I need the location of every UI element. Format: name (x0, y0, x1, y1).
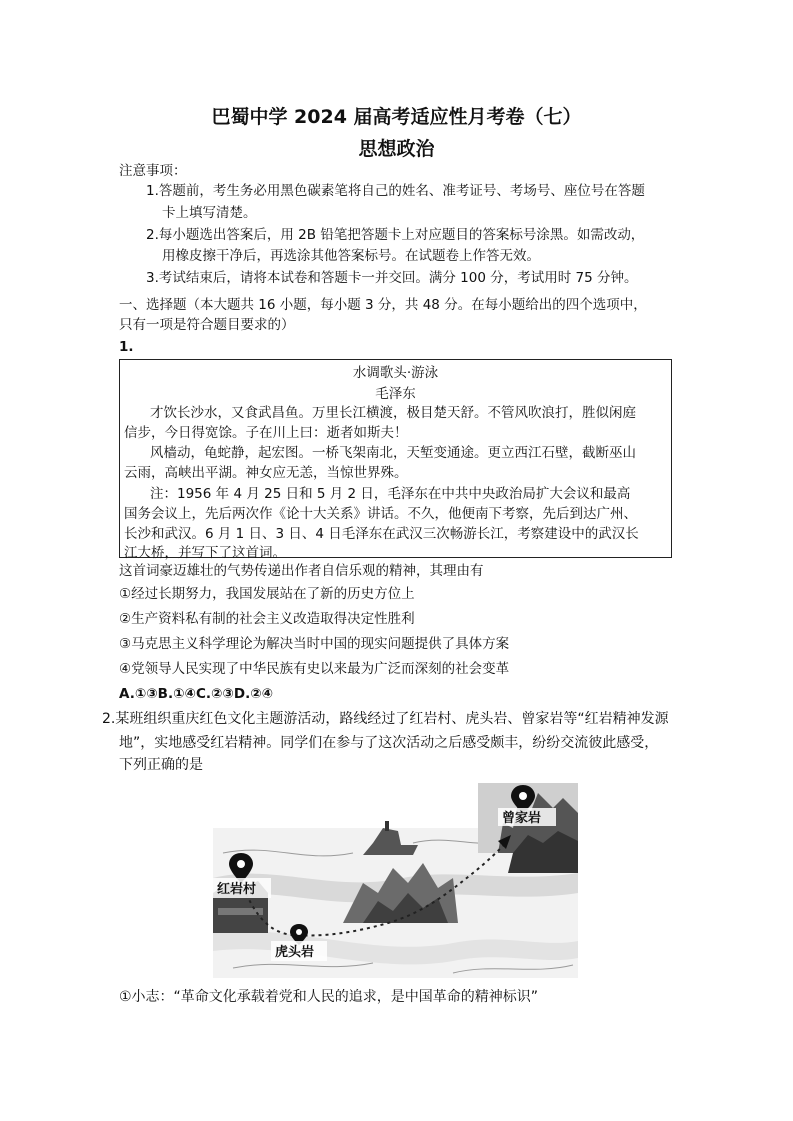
poem-box (119, 359, 672, 561)
question-2-option: ①小志：“革命文化承载着党和人民的追求，是中国革命的精神标识” (119, 989, 539, 1005)
notice-item-1-cont: 卡上填写清楚。 (162, 205, 257, 221)
question-1-number: 1. (119, 339, 134, 355)
section-heading-cont: 只有一项是符合题目要求的） (119, 317, 295, 333)
question-2-stem-cont: 下列正确的是 (119, 757, 203, 773)
poem-line: 才饮长沙水，又食武昌鱼。万里长江横渡，极目楚天舒。不管风吹浪打，胜似闲庭 (150, 405, 636, 421)
section-heading: 一、选择题（本大题共 16 小题，每小题 3 分，共 48 分。在每小题给出的四个选项中， (119, 297, 647, 313)
notice-heading: 注意事项： (119, 163, 187, 179)
poem-note: 长沙和武汉。6 月 1 日、3 日、4 日毛泽东在武汉三次畅游长江，考察建设中的武汉长 (124, 526, 639, 542)
subject-title: 思想政治 (358, 138, 435, 160)
poem-line: 风樯动，龟蛇静，起宏图。一桥飞架南北，天堑变通途。更立西江石壁，截断巫山 (150, 445, 636, 461)
poem-line: 信步，今日得宽馀。子在川上曰：逝者如斯夫！ (124, 425, 408, 441)
notice-item-2: 2.每小题选出答案后，用 2B 铅笔把答题卡上对应题目的答案标号涂黑。如需改动， (146, 227, 645, 243)
map-label-zengjiayan: 曾家岩 (502, 811, 542, 826)
question-1-option: ③马克思主义科学理论为解决当时中国的现实问题提供了具体方案 (119, 636, 510, 652)
route-map-illustration (213, 783, 578, 978)
poem-note: 江大桥，并写下了这首词。 (124, 545, 286, 561)
poem-author: 毛泽东 (375, 386, 416, 402)
question-1-answers: A.①③B.①④C.②③D.②④ (119, 686, 274, 702)
poem-title: 水调歌头·游泳 (352, 365, 439, 381)
map-label-hongyancun: 红岩村 (217, 882, 257, 897)
question-1-option: ④党领导人民实现了中华民族有史以来最为广泛而深刻的社会变革 (119, 661, 510, 677)
route-map-svg (213, 783, 578, 978)
question-2-stem: 2.某班组织重庆红色文化主题游活动，路线经过了红岩村、虎头岩、曾家岩等“红岩精神发源 (102, 711, 669, 727)
poem-line: 云雨，高峡出平湖。神女应无恙，当惊世界殊。 (124, 465, 408, 481)
map-label-hutouyan: 虎头岩 (275, 945, 315, 960)
question-1-option: ②生产资料私有制的社会主义改造取得决定性胜利 (119, 611, 415, 627)
poem-note: 注：1956 年 4 月 25 日和 5 月 2 日，毛泽东在中共中央政治局扩大会议和最高 (150, 486, 631, 502)
notice-item-2-cont: 用橡皮擦干净后，再选涂其他答案标号。在试题卷上作答无效。 (162, 248, 540, 264)
exam-title: 巴蜀中学 2024 届高考适应性月考卷（七） (211, 106, 582, 128)
question-1-stem: 这首词豪迈雄壮的气势传递出作者自信乐观的精神，其理由有 (119, 563, 484, 579)
notice-item-1: 1.答题前，考生务必用黑色碳素笔将自己的姓名、准考证号、考场号、座位号在答题 (146, 183, 645, 199)
notice-item-3: 3.考试结束后，请将本试卷和答题卡一并交回。满分 100 分，考试用时 75 分钟。 (146, 270, 638, 286)
poem-note: 国务会议上，先后两次作《论十大关系》讲话。不久，他便南下考察，先后到达广州、 (124, 506, 637, 522)
question-1-option: ①经过长期努力，我国发展站在了新的历史方位上 (119, 586, 415, 602)
question-2-stem-cont: 地”，实地感受红岩精神。同学们在参与了这次活动之后感受颇丰，纷纷交流彼此感受， (119, 735, 659, 751)
